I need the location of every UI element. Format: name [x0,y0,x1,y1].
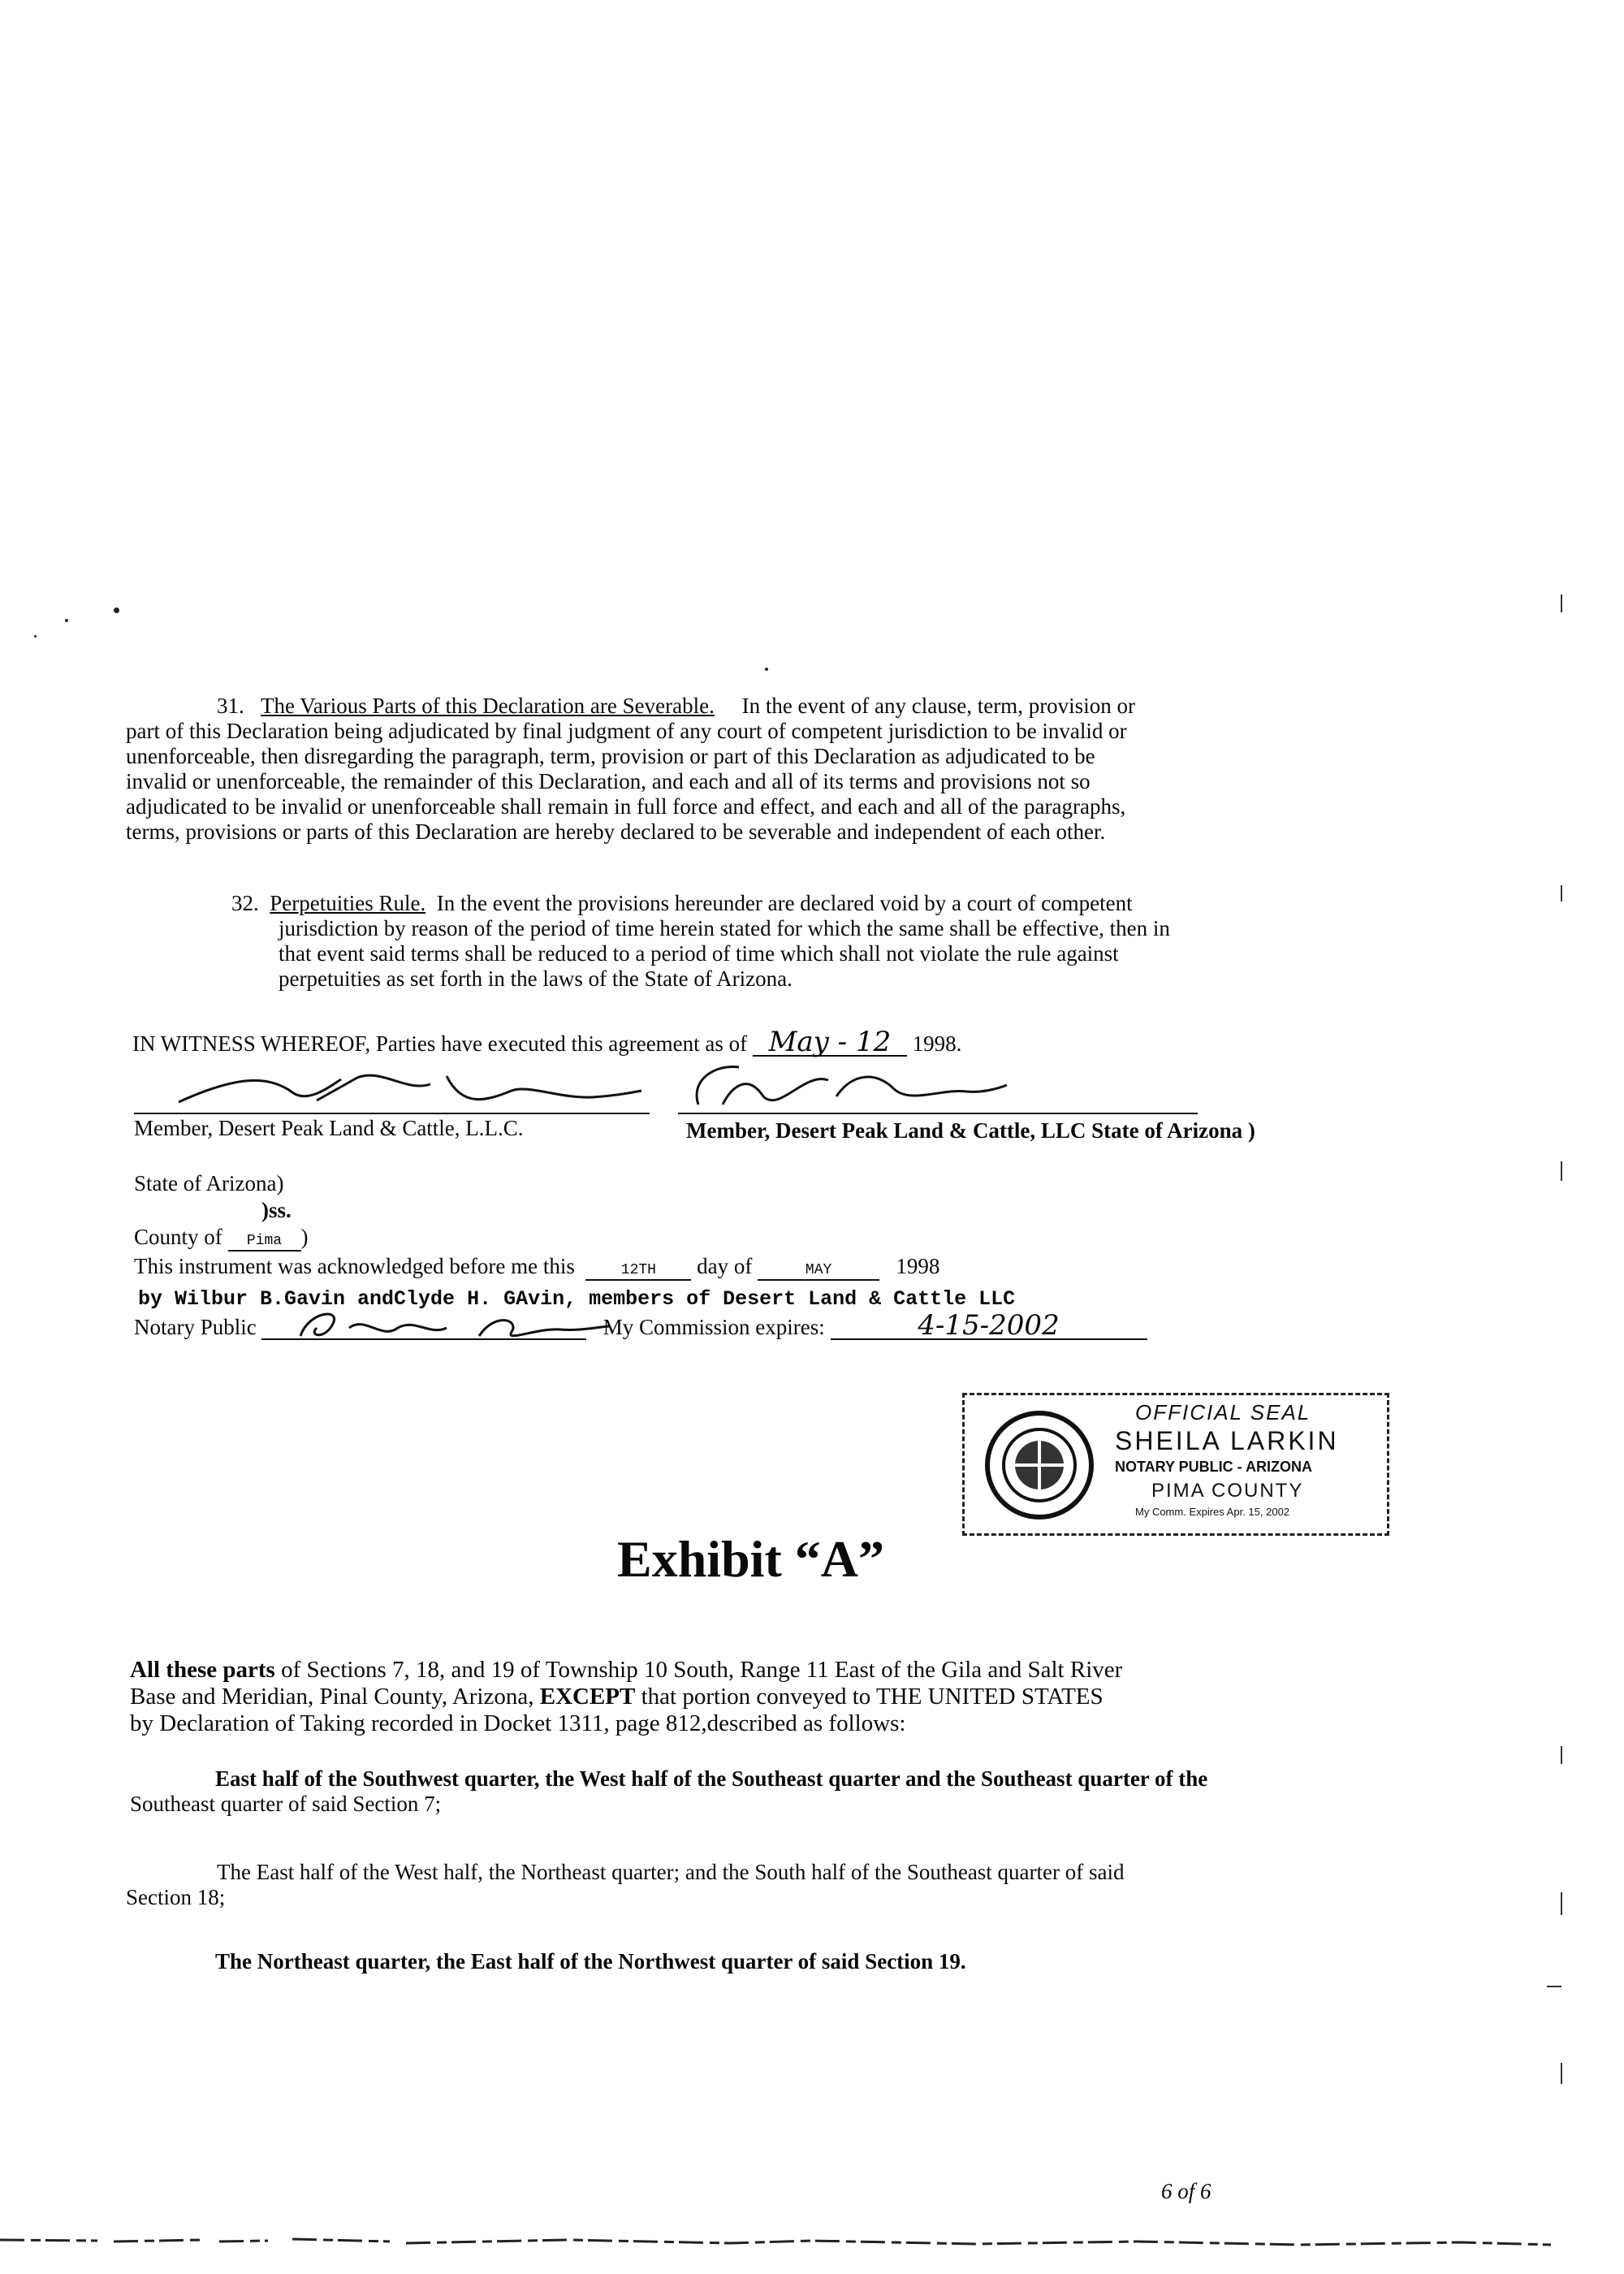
section-32-line: that event said terms shall be reduced to a period of time which shall not violate the rule against [279,941,1119,966]
section-31-line: part of this Declaration being adjudicated by final judgment of any court of competent jurisdiction to be invalid or [126,719,1127,743]
section-31-line: unenforceable, then disregarding the paragraph, term, provision or part of this Declaration as adjudicated to be [126,744,1095,768]
witness-year: 1998. [912,1031,962,1056]
notary-county-label: County of [134,1225,222,1249]
seal-emblem [983,1408,1096,1522]
signature-right [666,1056,1015,1121]
exhibit-para-line: The East half of the West half, the Northeast quarter; and the South half of the Southeast quarter of said [217,1860,1125,1884]
exhibit-intro-text: Base and Meridian, Pinal County, Arizona, [130,1684,540,1710]
seal-line2: SHEILA LARKIN [1115,1426,1339,1455]
signature-rule-right [678,1113,1198,1114]
notary-ack-month: MAY [758,1261,879,1281]
scan-edge-mark [1547,1986,1561,1987]
notary-public-line [134,1309,1147,1342]
signature-left [138,1060,658,1121]
notary-state: State of Arizona) [134,1171,284,1195]
exhibit-intro-lead: All these parts [130,1657,275,1683]
notary-county-close: ) [300,1225,309,1249]
scan-edge-mark [1561,885,1562,901]
notary-ack-year: 1998 [896,1254,940,1278]
section-31-line: In the event of any clause, term, provision or [741,694,1135,718]
notary-by-line: by Wilbur B.Gavin andClyde H. GAvin, members of Desert Land & Cattle LLC [138,1287,1016,1311]
notary-ack-prefix: This instrument was acknowledged before me this [134,1254,575,1278]
notary-ack-dayof: day of [697,1254,753,1278]
scan-speck [34,635,37,638]
seal-line4: PIMA COUNTY [1151,1480,1304,1502]
exhibit-para-line: Section 18; [126,1885,226,1909]
section-32-heading: Perpetuities Rule. [270,891,426,915]
notary-ack-day: 12TH [585,1261,691,1281]
exhibit-para-2 [126,1860,1425,1910]
signature-caption-left: Member, Desert Peak Land & Cattle, L.L.C. [134,1116,524,1140]
witness-text: IN WITNESS WHEREOF, Parties have executed this agreement as of [132,1031,748,1056]
section-31-line: adjudicated to be invalid or unenforceable shall remain in full force and effect, and each and all of the paragraphs, [126,794,1126,819]
seal-line5: My Comm. Expires Apr. 15, 2002 [1135,1506,1290,1518]
notary-commission-label: My Commission expires: [603,1315,825,1339]
signature-rule-left [134,1113,650,1114]
scan-edge-mark [1561,1161,1562,1181]
notary-commission-value: 4-15-2002 [831,1313,1147,1340]
scan-bottom-edge [0,2232,1624,2256]
page-number: 6 of 6 [1161,2179,1212,2203]
scan-edge-mark [1561,1892,1562,1915]
exhibit-title: Exhibit “A” [617,1530,884,1588]
scan-speck [65,619,68,622]
section-31 [126,694,1425,845]
scan-edge-mark [1561,2063,1562,2084]
section-31-number: 31. [217,694,244,718]
section-32-line: jurisdiction by reason of the period of time herein stated for which the same shall be effective, then in [279,916,1170,940]
scan-edge-mark [1561,1746,1562,1764]
signature-caption-right: Member, Desert Peak Land & Cattle, LLC State of Arizona ) [686,1118,1255,1143]
exhibit-intro-text: by Declaration of Taking recorded in Docket 1311, page 812,described as follows: [130,1710,906,1736]
notary-seal [962,1393,1389,1536]
exhibit-para-1 [130,1766,1429,1817]
exhibit-para-3: The Northeast quarter, the East half of the Northwest quarter of said Section 19. [215,1949,966,1974]
notary-county-value: Pima [228,1232,301,1252]
exhibit-intro-text: that portion conveyed to THE UNITED STATES [635,1684,1104,1710]
notary-ss: )ss. [261,1198,292,1222]
scan-edge-mark [1561,594,1562,612]
notary-public-label: Notary Public [134,1315,257,1339]
seal-line1: OFFICIAL SEAL [1135,1400,1311,1424]
exhibit-intro-text: of Sections 7, 18, and 19 of Township 10 South, Range 11 East of the Gila and Salt River [274,1657,1123,1683]
exhibit-intro-except: EXCEPT [539,1684,636,1710]
notary-county [134,1225,309,1252]
section-31-line: terms, provisions or parts of this Declaration are hereby declared to be severable and independent of each other. [126,819,1106,844]
exhibit-para-line: Southeast quarter of said Section 7; [130,1792,442,1816]
section-31-heading: The Various Parts of this Declaration are Severable. [261,694,715,718]
section-32-line: perpetuities as set forth in the laws of the State of Arizona. [279,966,793,991]
section-31-line: invalid or unenforceable, the remainder of this Declaration, and each and all of its terms and provisions not so [126,769,1091,793]
witness-line [132,1026,962,1058]
scan-speck [114,607,119,613]
notary-signature [292,1303,617,1348]
section-32 [231,891,1409,992]
exhibit-intro [130,1657,1429,1737]
exhibit-para-line: East half of the Southwest quarter, the West half of the Southeast quarter and the Southeast quarter of the [215,1766,1208,1791]
scan-speck [765,668,768,671]
witness-date-handwritten: May - 12 [753,1030,907,1057]
seal-line3: NOTARY PUBLIC - ARIZONA [1115,1459,1312,1475]
notary-acknowledgment [134,1254,939,1281]
section-32-number: 32. [231,891,259,915]
section-32-line: In the event the provisions hereunder are declared void by a court of competent [436,891,1133,915]
